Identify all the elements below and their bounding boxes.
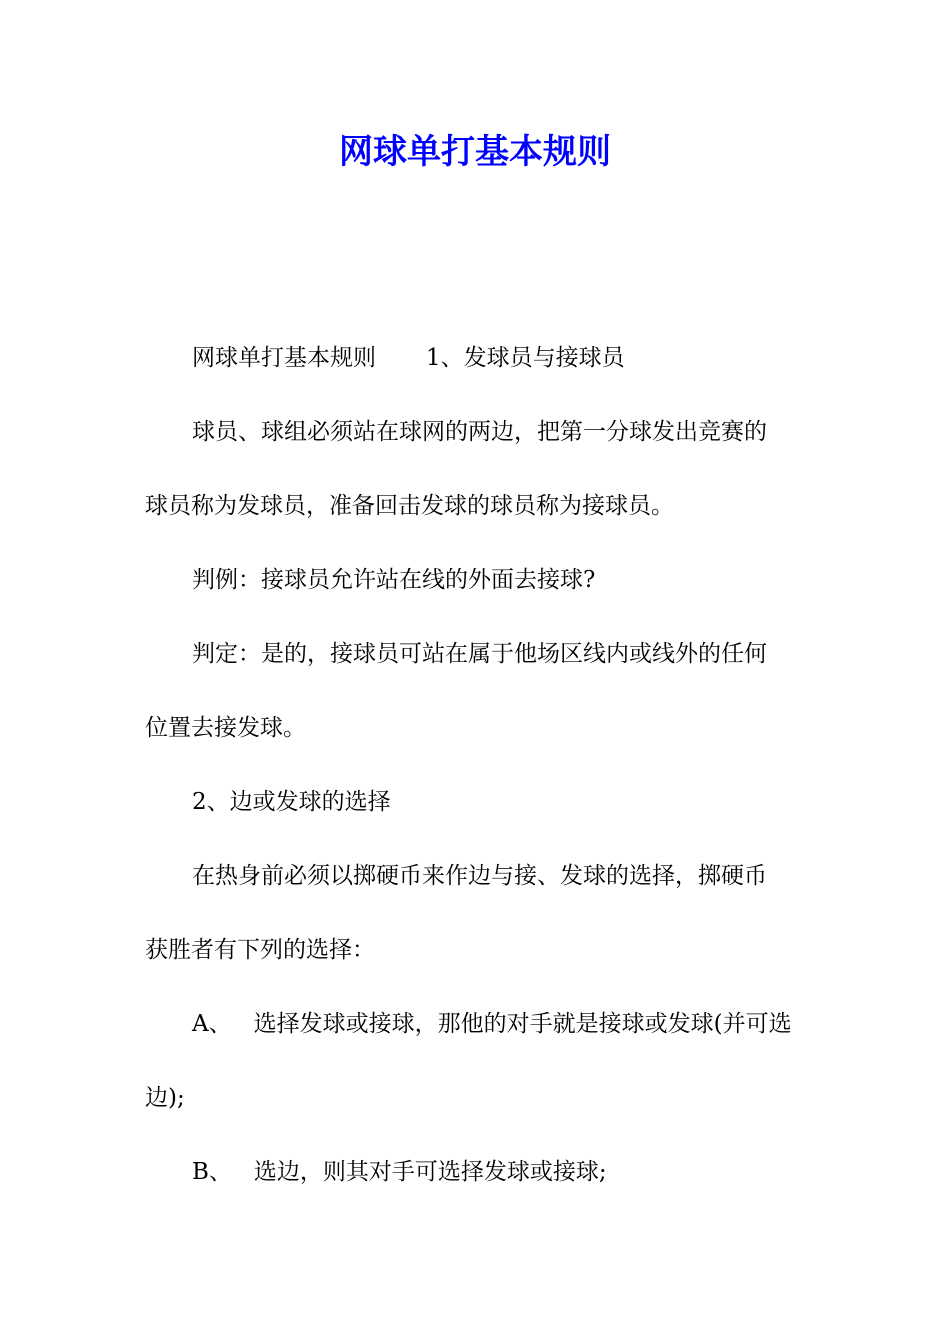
- list-item-b: [145, 1154, 807, 1191]
- paragraph-line: 球员、球组必须站在球网的两边，把第一分球发出竞赛的: [192, 419, 767, 445]
- paragraph-line: 在热身前必须以掷硬币来作边与接、发球的选择，掷硬币: [192, 863, 767, 889]
- list-marker: A、: [192, 1011, 232, 1037]
- paragraph-ruling: [145, 636, 807, 747]
- paragraph-line: 获胜者有下列的选择：: [145, 937, 375, 963]
- paragraph-server-receiver: [145, 414, 807, 525]
- case-text: 判例：接球员允许站在线的外面去接球?: [192, 567, 596, 593]
- heading-text: 2、边或发球的选择: [192, 789, 391, 815]
- list-item-a: [145, 1006, 807, 1117]
- paragraph-line: 判定：是的，接球员可站在属于他场区线内或线外的任何: [192, 641, 767, 667]
- paragraph-line: 边);: [145, 1085, 185, 1111]
- list-item-text: 选择发球或接球，那他的对手就是接球或发球(并可选: [253, 1011, 792, 1037]
- document-body: [145, 340, 807, 1228]
- paragraph-line: [192, 1006, 807, 1043]
- document-title: 网球单打基本规则: [339, 132, 611, 172]
- section-heading-2: [145, 784, 807, 821]
- paragraph-line: 球员称为发球员，准备回击发球的球员称为接球员。: [145, 493, 674, 519]
- section-heading-1: 1、发球员与接球员: [426, 345, 625, 371]
- paragraph-coin-toss: [145, 858, 807, 969]
- list-item-text: 选边，则其对手可选择发球或接球;: [253, 1159, 607, 1185]
- paragraph-heading-1: [145, 340, 807, 377]
- paragraph-case: [145, 562, 807, 599]
- list-marker: B、: [192, 1159, 232, 1185]
- paragraph-line: 位置去接发球。: [145, 715, 306, 741]
- heading-text: 网球单打基本规则: [192, 345, 376, 371]
